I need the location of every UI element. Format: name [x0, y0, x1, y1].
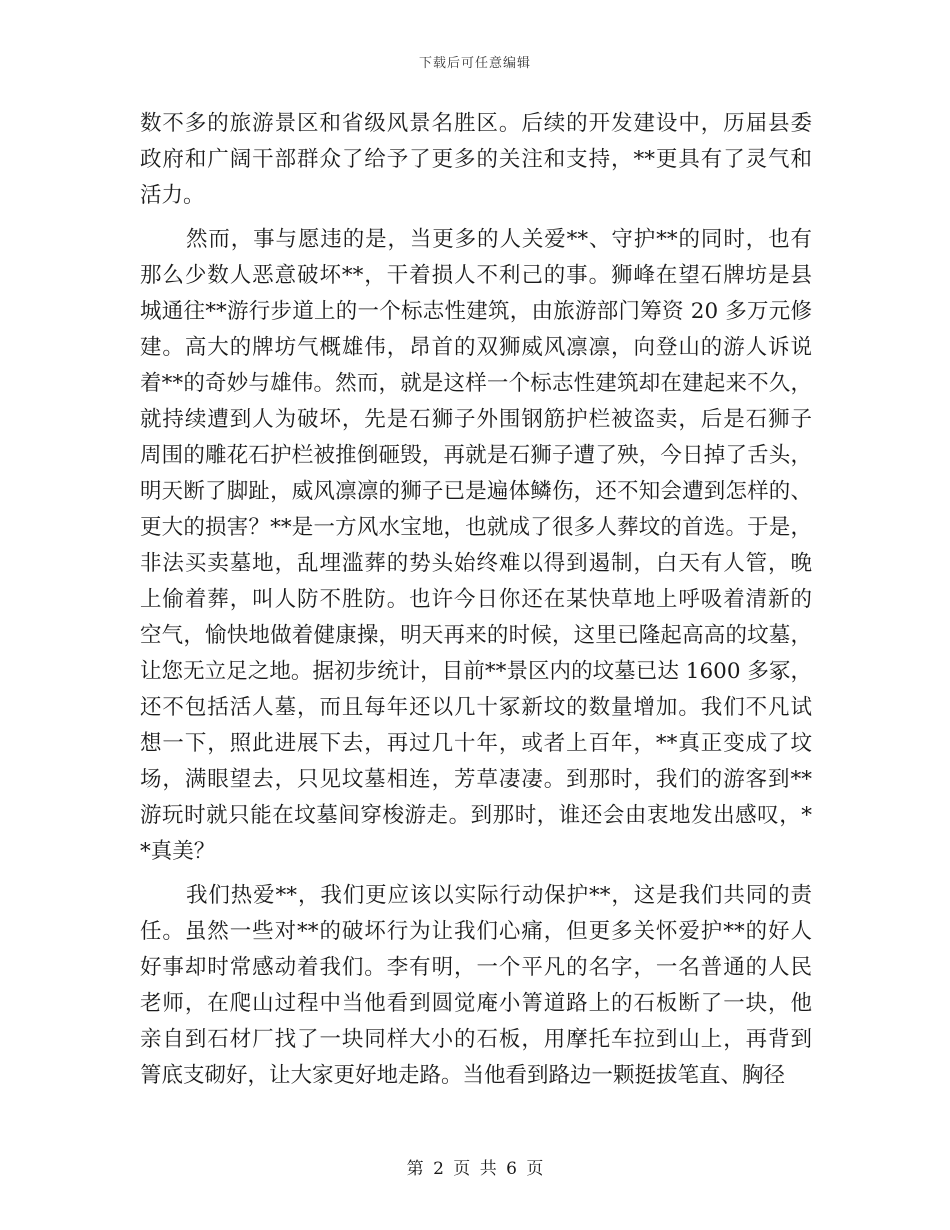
text-line: 周围的雕花石护栏被推倒砸毁，再就是石狮子遭了殃，今日掉了舌头， [140, 443, 812, 468]
text-line: 那么少数人恶意破坏**，干着损人不利己的事。狮峰在望石牌坊是县 [140, 263, 812, 288]
text-line: *真美？ [140, 839, 216, 864]
text-line: 建。高大的牌坊气概雄伟，昂首的双狮威风凛凛，向登山的游人诉说 [140, 335, 812, 360]
text-line: 好事却时常感动着我们。李有明，一个平凡的名字，一名普通的人民 [140, 955, 812, 980]
text-line: 然而，事与愿违的是，当更多的人关爱**、守护**的同时，也有 [186, 227, 812, 252]
text-line: 政府和广阔干部群众了给予了更多的关注和支持，**更具有了灵气和 [140, 147, 812, 172]
paragraph [140, 878, 812, 1094]
page-footer: 第 2 页 共 6 页 [406, 1159, 544, 1179]
text-line: 着**的奇妙与雄伟。然而，就是这样一个标志性建筑却在建起来不久， [140, 371, 812, 396]
text-line: 空气，愉快地做着健康操，明天再来的时候，这里已隆起高高的坟墓， [140, 623, 812, 648]
text-line: 我们热爱**，我们更应该以实际行动保护**，这是我们共同的责 [186, 883, 812, 908]
text-line: 还不包括活人墓，而且每年还以几十冢新坟的数量增加。我们不凡试 [140, 695, 812, 720]
text-line: 数不多的旅游景区和省级风景名胜区。后续的开发建设中，历届县委 [140, 111, 812, 136]
paragraph [140, 222, 812, 870]
page-header: 下载后可任意编辑 [418, 56, 531, 71]
text-line: 更大的损害？**是一方风水宝地，也就成了很多人葬坟的首选。于是， [140, 515, 812, 540]
text-line: 老师，在爬山过程中当他看到圆觉庵小箐道路上的石板断了一块，他 [140, 991, 812, 1016]
text-line: 想一下，照此进展下去，再过几十年，或者上百年，**真正变成了坟 [140, 731, 812, 756]
text-line: 让您无立足之地。据初步统计，目前**景区内的坟墓已达 1600 多冢， [140, 659, 812, 684]
paragraph-gap [140, 214, 812, 222]
text-line: 城通往**游行步道上的一个标志性建筑，由旅游部门筹资 20 多万元修 [140, 299, 812, 324]
text-line: 亲自到石材厂找了一块同样大小的石板，用摩托车拉到山上，再背到 [140, 1027, 812, 1052]
text-line: 任。虽然一些对**的破坏行为让我们心痛，但更多关怀爱护**的好人 [140, 919, 812, 944]
text-line: 箐底支砌好，让大家更好地走路。当他看到路边一颗挺拔笔直、胸径 [140, 1063, 786, 1088]
text-line: 游玩时就只能在坟墓间穿梭游走。到那时，谁还会由衷地发出感叹，* [140, 803, 812, 828]
text-line: 明天断了脚趾，威风凛凛的狮子已是遍体鳞伤，还不知会遭到怎样的、 [140, 479, 812, 504]
paragraph [140, 106, 812, 214]
text-line: 就持续遭到人为破坏，先是石狮子外围钢筋护栏被盗卖，后是石狮子 [140, 407, 812, 432]
text-line: 非法买卖墓地，乱埋滥葬的势头始终难以得到遏制，白天有人管，晚 [140, 551, 812, 576]
text-line: 场，满眼望去，只见坟墓相连，芳草凄凄。到那时，我们的游客到** [140, 767, 812, 792]
document-body [140, 106, 812, 1094]
paragraph-gap [140, 870, 812, 878]
text-line: 活力。 [140, 183, 205, 208]
text-line: 上偷着葬，叫人防不胜防。也许今日你还在某快草地上呼吸着清新的 [140, 587, 812, 612]
